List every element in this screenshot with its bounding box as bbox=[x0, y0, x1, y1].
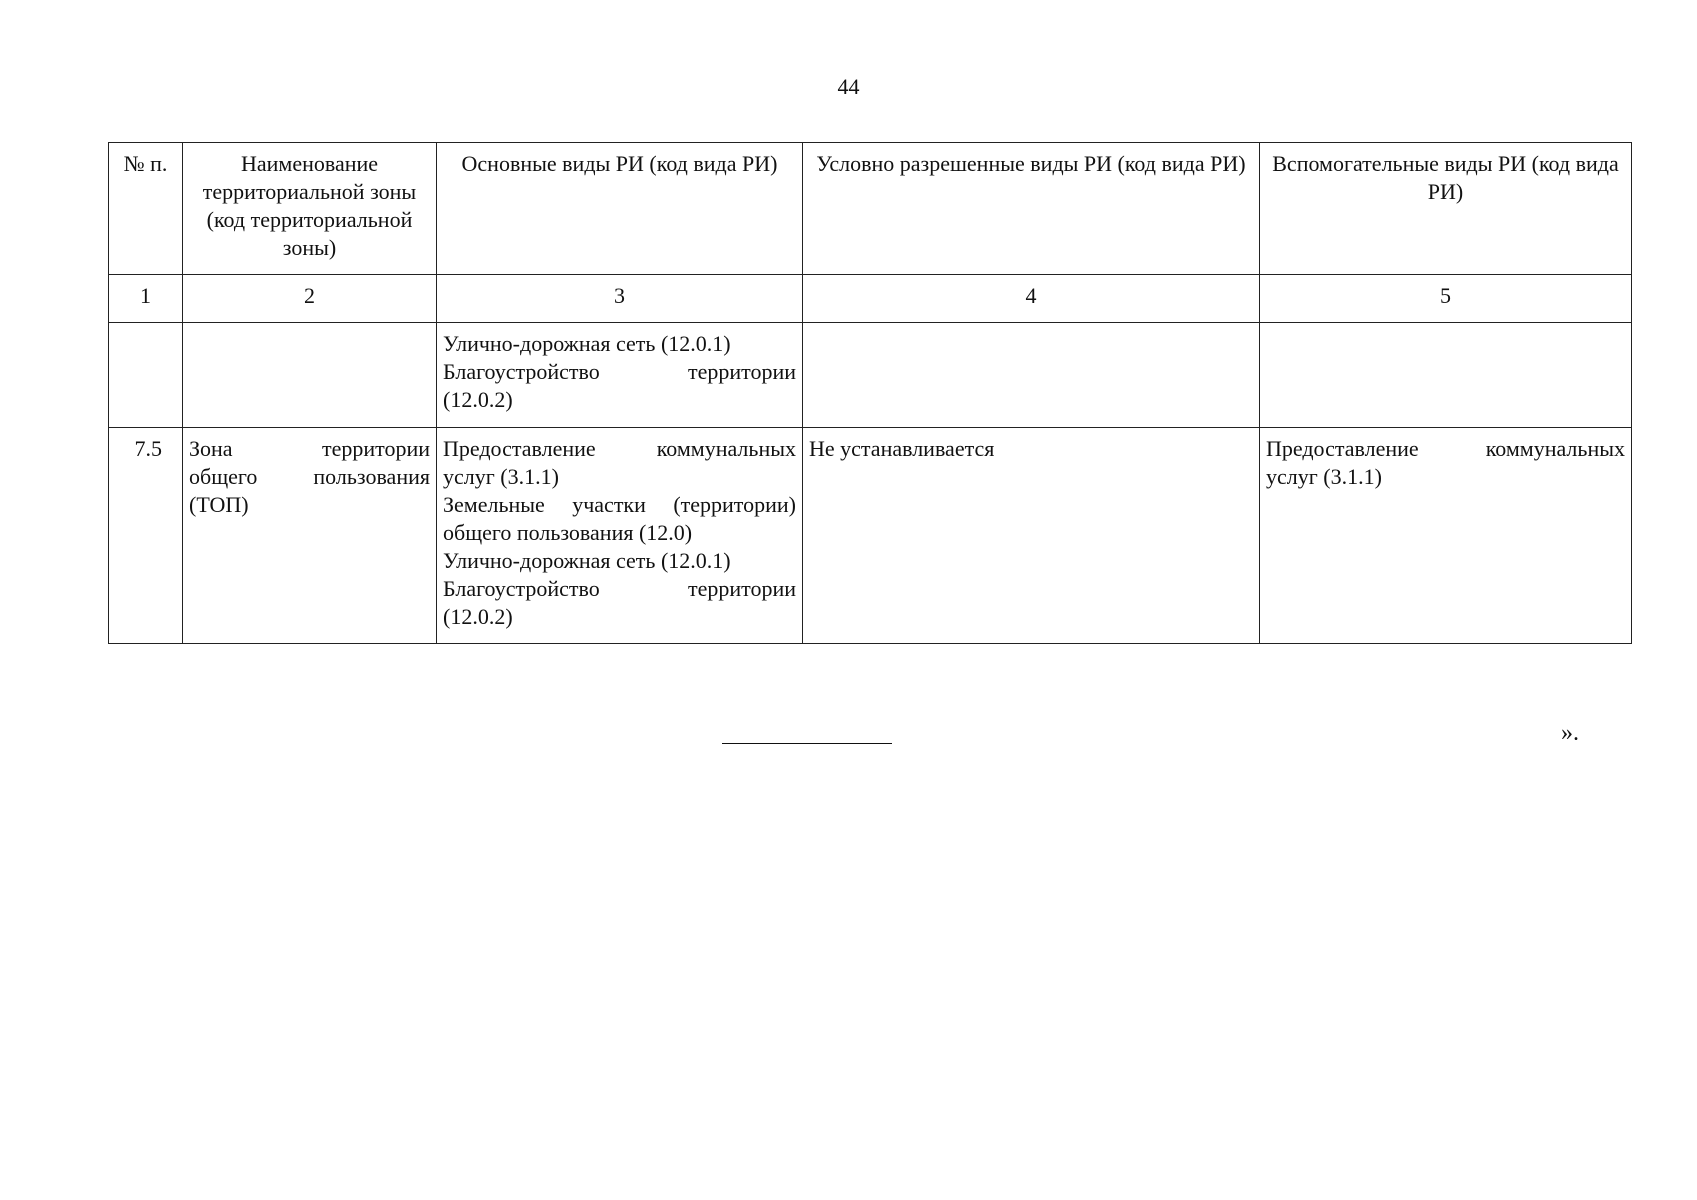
cell-line: общего пользования (12.0) bbox=[443, 520, 693, 545]
header-zone-name: Наименование территориальной зоны (код территориальной зоны) bbox=[183, 143, 437, 275]
column-number: 4 bbox=[803, 275, 1260, 323]
column-number-row bbox=[109, 275, 1632, 323]
header-main-types: Основные виды РИ (код вида РИ) bbox=[437, 143, 803, 275]
cell-number bbox=[109, 323, 183, 428]
cell-zone bbox=[183, 323, 437, 428]
cell-number: 7.5 bbox=[109, 428, 183, 644]
cell-auxiliary-types bbox=[1260, 323, 1632, 428]
page-number: 44 bbox=[837, 74, 860, 99]
table-row-zone bbox=[109, 428, 1632, 644]
cell-conditional-types bbox=[803, 323, 1260, 428]
cell-line: (12.0.2) bbox=[443, 387, 513, 412]
cell-line: Благоустройство территории bbox=[443, 576, 796, 601]
cell-main-types bbox=[437, 428, 803, 644]
cell-line: Благоустройство территории bbox=[443, 359, 796, 384]
closing-quote-mark: ». bbox=[1561, 720, 1579, 746]
cell-line: Улично-дорожная сеть (12.0.1) bbox=[443, 548, 731, 573]
footer-separator-line bbox=[722, 743, 892, 744]
table-header-row bbox=[109, 143, 1632, 275]
cell-line: общего пользования bbox=[189, 464, 430, 489]
column-number: 5 bbox=[1260, 275, 1632, 323]
table-row-continuation bbox=[109, 323, 1632, 428]
cell-auxiliary-types bbox=[1260, 428, 1632, 644]
column-number: 2 bbox=[183, 275, 437, 323]
cell-line: услуг (3.1.1) bbox=[1266, 464, 1382, 489]
header-number: № п. bbox=[109, 143, 183, 275]
cell-line: услуг (3.1.1) bbox=[443, 464, 559, 489]
header-auxiliary-types: Вспомогательные виды РИ (код вида РИ) bbox=[1260, 143, 1632, 275]
cell-zone bbox=[183, 428, 437, 644]
cell-line: Улично-дорожная сеть (12.0.1) bbox=[443, 331, 731, 356]
header-conditional-types: Условно разрешенные виды РИ (код вида РИ) bbox=[803, 143, 1260, 275]
cell-line: Зона территории bbox=[189, 436, 430, 461]
cell-line: (ТОП) bbox=[189, 492, 249, 517]
cell-line: (12.0.2) bbox=[443, 604, 513, 629]
land-use-table bbox=[108, 142, 1632, 644]
cell-line: Предоставление коммунальных bbox=[443, 436, 796, 461]
cell-line: Предоставление коммунальных bbox=[1266, 436, 1625, 461]
cell-line: Земельные участки (территории) bbox=[443, 492, 796, 517]
column-number: 1 bbox=[109, 275, 183, 323]
column-number: 3 bbox=[437, 275, 803, 323]
cell-main-types bbox=[437, 323, 803, 428]
cell-conditional-types: Не устанавливается bbox=[803, 428, 1260, 644]
